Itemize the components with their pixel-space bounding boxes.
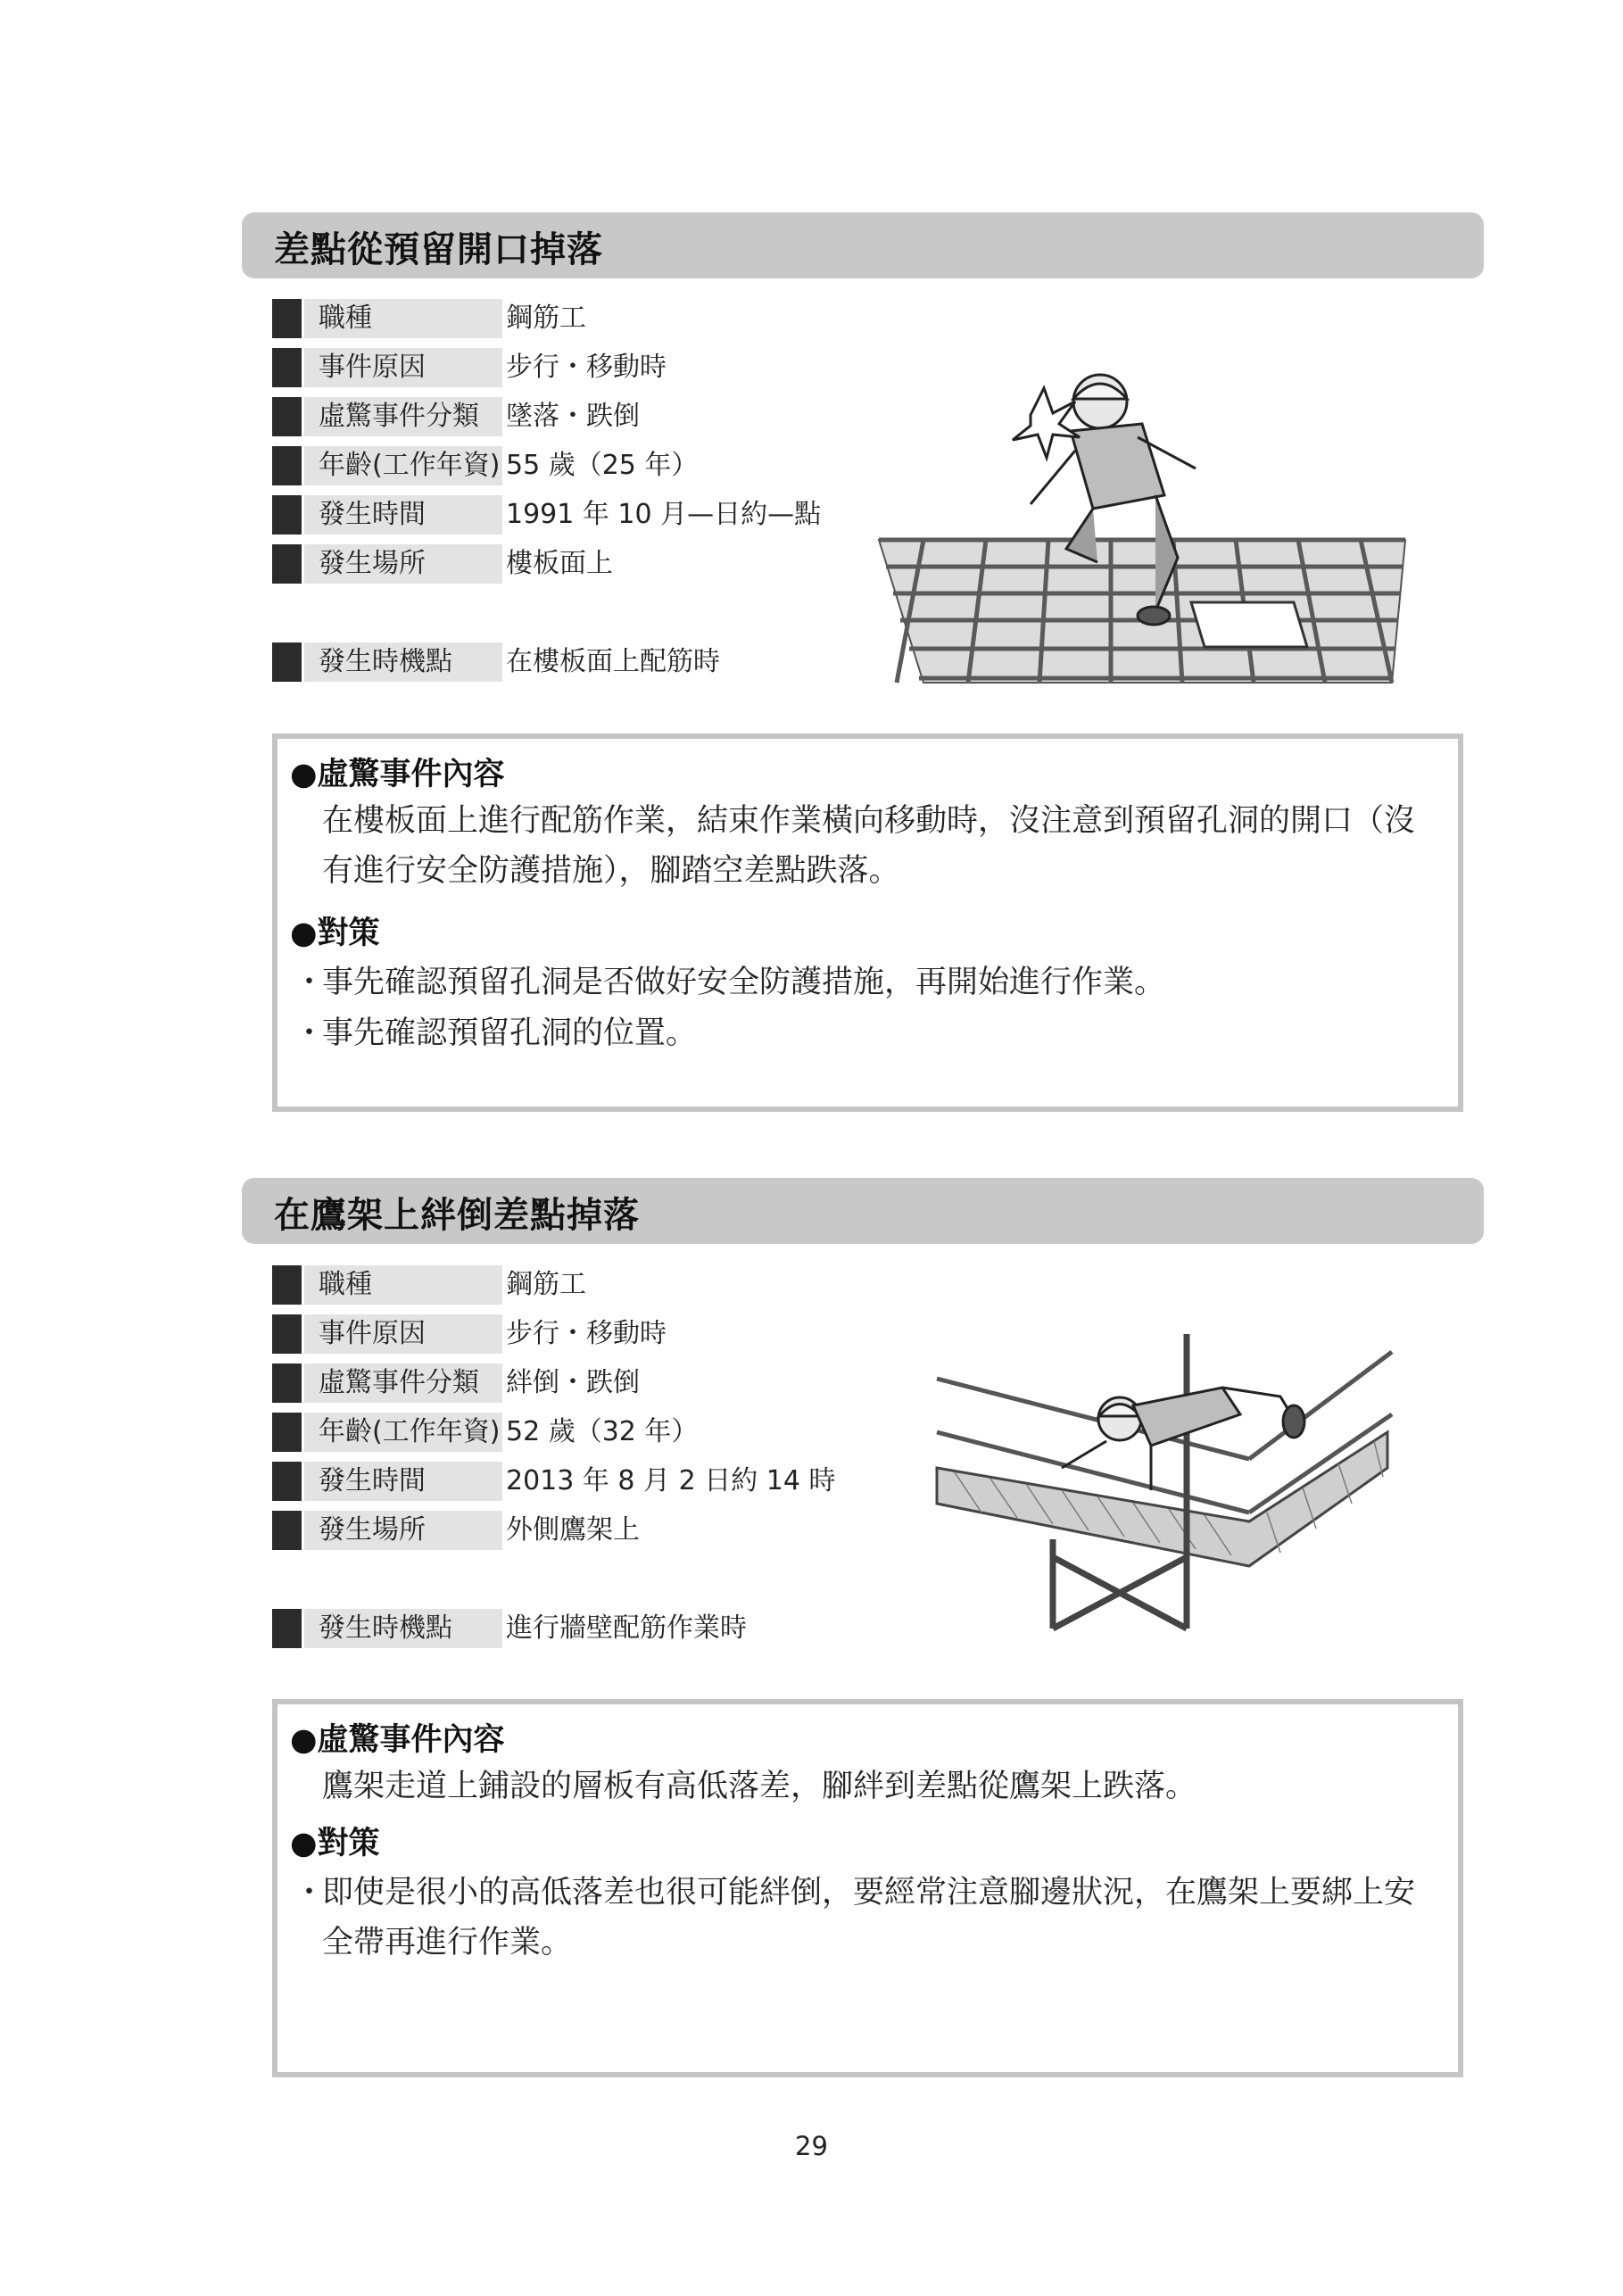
info-value: 進行牆壁配筋作業時 <box>506 1612 747 1644</box>
row-marker <box>272 397 302 436</box>
measure-text: 事先確認預留孔洞是否做好安全防護措施，再開始進行作業。 <box>322 965 1166 1000</box>
info-label: 職種 <box>304 299 502 338</box>
measure-text: 事先確認預留孔洞的位置。 <box>322 1015 698 1051</box>
info-label: 發生時機點 <box>304 1609 502 1648</box>
incident-detail-box <box>272 1699 1463 2077</box>
info-label: 發生場所 <box>304 544 502 584</box>
scaffold-trip-illustration <box>928 1334 1401 1651</box>
row-marker <box>272 446 302 485</box>
row-marker <box>272 1511 302 1550</box>
measure-item <box>290 957 1441 1007</box>
info-value: 55 歲（25 年） <box>506 450 699 481</box>
row-marker <box>272 642 302 682</box>
info-label: 年齡(工作年資) <box>304 1413 502 1452</box>
info-label: 事件原因 <box>304 348 502 387</box>
info-label: 事件原因 <box>304 1314 502 1354</box>
row-marker <box>272 1462 302 1501</box>
info-value: 樓板面上 <box>506 548 613 579</box>
info-value: 外側鷹架上 <box>506 1514 640 1546</box>
info-value: 鋼筋工 <box>506 303 586 334</box>
row-marker <box>272 1413 302 1452</box>
row-marker <box>272 1314 302 1354</box>
info-value: 1991 年 10 月—日約—點 <box>506 499 822 530</box>
bullet-dot: ・ <box>294 1875 326 1911</box>
row-marker <box>272 544 302 584</box>
info-value: 鋼筋工 <box>506 1269 586 1300</box>
bullet-dot: ・ <box>294 965 326 1000</box>
info-value: 步行・移動時 <box>506 1318 667 1349</box>
incident-detail-box <box>272 734 1463 1112</box>
row-marker <box>272 348 302 387</box>
page-number: 29 <box>795 2131 828 2161</box>
info-label: 虛驚事件分類 <box>304 397 502 436</box>
info-label: 發生時間 <box>304 495 502 535</box>
info-value: 2013 年 8 月 2 日約 14 時 <box>506 1465 836 1496</box>
info-label: 年齡(工作年資) <box>304 446 502 485</box>
row-marker <box>272 1364 302 1403</box>
measure-item <box>290 1868 1441 1968</box>
case-title: 在鷹架上絆倒差點掉落 <box>274 1195 640 1236</box>
incident-text: 在樓板面上進行配筋作業，結束作業橫向移動時，沒注意到預留孔洞的開口（沒有進行安全防護措施），腳踏空差點跌落。 <box>322 803 1416 889</box>
info-label: 職種 <box>304 1265 502 1305</box>
info-label: 發生時間 <box>304 1462 502 1501</box>
row-marker <box>272 299 302 338</box>
info-value: 步行・移動時 <box>506 352 667 383</box>
slab-opening-illustration <box>870 352 1414 687</box>
info-label: 發生時機點 <box>304 642 502 682</box>
incident-text: 鷹架走道上鋪設的層板有高低落差，腳絆到差點從鷹架上跌落。 <box>322 1769 1197 1804</box>
case-title-bar <box>242 212 1484 278</box>
incident-heading: ●虛驚事件內容 <box>290 757 505 792</box>
bullet-dot: ・ <box>294 1015 326 1051</box>
row-marker <box>272 1265 302 1305</box>
case-title-bar <box>242 1178 1484 1244</box>
info-label: 虛驚事件分類 <box>304 1364 502 1403</box>
measure-text: 即使是很小的高低落差也很可能絆倒，要經常注意腳邊狀況，在鷹架上要綁上安全帶再進行作業。 <box>322 1875 1416 1960</box>
info-value: 在樓板面上配筋時 <box>506 646 720 677</box>
incident-heading: ●虛驚事件內容 <box>290 1722 505 1758</box>
info-value: 墜落・跌倒 <box>506 401 640 432</box>
case-title: 差點從預留開口掉落 <box>274 229 603 270</box>
row-marker <box>272 1609 302 1648</box>
info-value: 52 歲（32 年） <box>506 1416 699 1447</box>
info-label: 發生場所 <box>304 1511 502 1550</box>
measures-heading: ●對策 <box>290 916 380 951</box>
row-marker <box>272 495 302 535</box>
measures-heading: ●對策 <box>290 1826 380 1861</box>
info-value: 絆倒・跌倒 <box>506 1367 640 1398</box>
measure-item <box>290 1008 1441 1058</box>
